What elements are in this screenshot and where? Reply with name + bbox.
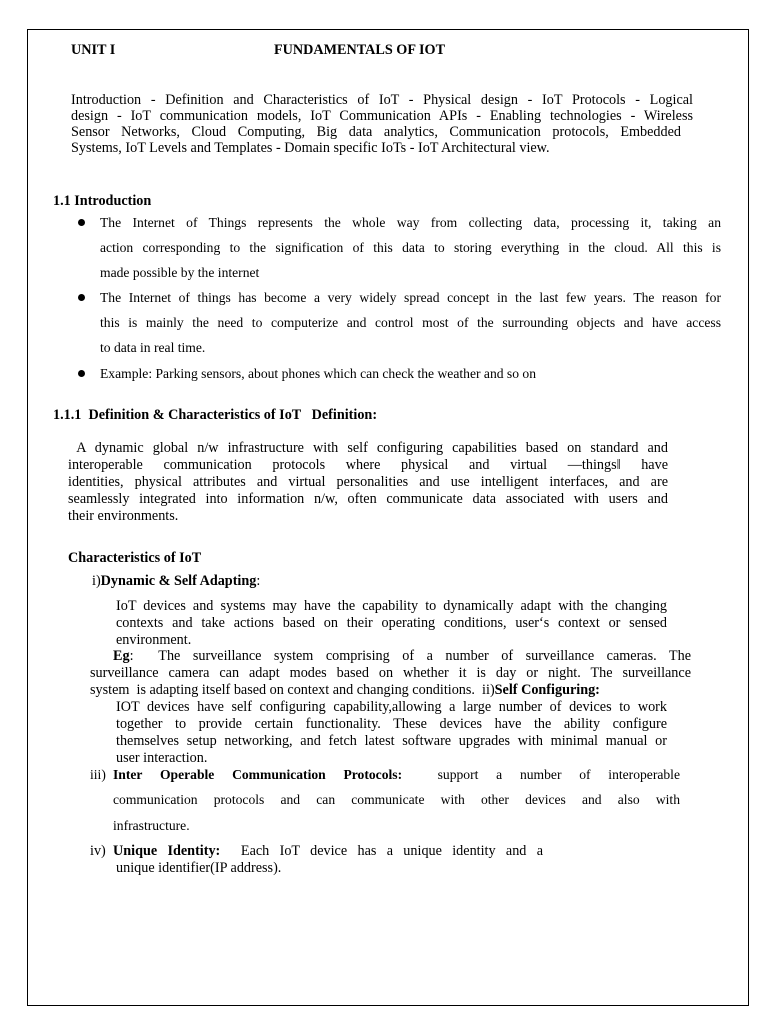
example-line: surveillance camera can adapt modes based on whether it is day or night. The surveillance: [90, 665, 691, 681]
item-number: iv): [90, 843, 106, 859]
item-title: Dynamic & Self Adapting: [100, 573, 257, 589]
characteristic-text-line: IOT devices have self configuring capability,allowing a large number of devices to work: [116, 699, 667, 715]
example-text: : The surveillance system comprising of a number of surveillance cameras. The: [129, 648, 691, 664]
item-line: [113, 767, 680, 783]
characteristic-text-line: infrastructure.: [113, 818, 190, 833]
characteristic-text-line: together to provide certain functionality. These devices have the ability configure: [116, 716, 667, 732]
example-label: Eg: [113, 648, 130, 664]
syllabus-line: Systems, IoT Levels and Templates - Domain specific IoTs - IoT Architectural view.: [71, 140, 550, 156]
item-title: Unique Identity:: [113, 843, 221, 859]
section-heading-definition: 1.1.1 Definition & Characteristics of IoT Definition:: [53, 407, 378, 423]
intro-bullet-line: made possible by the internet: [100, 265, 260, 280]
characteristic-item-dynamic: [92, 573, 260, 590]
characteristic-text-line: unique identifier(IP address).: [116, 860, 282, 876]
syllabus-line: Sensor Networks, Cloud Computing, Big data analytics, Communication protocols, Embedded: [71, 124, 681, 140]
intro-bullet-line: The Internet of Things represents the whole way from collecting data, processing it, taking an: [100, 215, 721, 230]
bullet-icon: [78, 370, 85, 377]
page-title: FUNDAMENTALS OF IOT: [274, 42, 446, 58]
intro-bullet-line: this is mainly the need to computerize and control most of the surrounding objects and have access: [100, 315, 721, 330]
characteristics-heading: Characteristics of IoT: [68, 550, 202, 566]
unit-label: UNIT I: [71, 42, 116, 58]
characteristic-text-line: contexts and take actions based on their operating conditions, user‘s context or sensed: [116, 615, 667, 631]
characteristic-text-line: communication protocols and can communicate with other devices and also with: [113, 792, 680, 807]
item-number: i): [92, 573, 101, 589]
example-line: [113, 648, 691, 665]
definition-line: interoperable communication protocols where physical and virtual —things‖ have: [68, 457, 668, 473]
definition-line: A dynamic global n/w infrastructure with self configuring capabilities based on standard and: [68, 440, 668, 456]
item-title: Inter Operable Communication Protocols:: [113, 767, 403, 782]
intro-bullet-line: action corresponding to the signification of this data to storing everything in the cloud. All this is: [100, 240, 721, 255]
characteristic-text-line: IoT devices and systems may have the capability to dynamically adapt with the changing: [116, 598, 667, 614]
example-text: system is adapting itself based on context and changing conditions. ii): [90, 682, 495, 698]
definition-line: seamlessly integrated into information n/w, often communicate data associated with users and: [68, 491, 668, 507]
intro-bullet-line: to data in real time.: [100, 340, 206, 355]
characteristic-text-line: user interaction.: [116, 750, 208, 766]
item-text: Each IoT device has a unique identity and a: [240, 843, 543, 859]
bullet-icon: [78, 219, 85, 226]
example-line: [90, 682, 600, 699]
syllabus-line: design - IoT communication models, IoT Communication APIs - Enabling technologies - Wireless: [71, 108, 693, 124]
item-line: [113, 843, 543, 860]
definition-line: their environments.: [68, 508, 179, 524]
characteristic-item-interoperable: [90, 767, 680, 783]
item-title: Self Configuring:: [494, 682, 600, 698]
characteristic-text-line: themselves setup networking, and fetch latest software upgrades with minimal manual or: [116, 733, 667, 749]
characteristic-item-unique-identity: [90, 843, 543, 860]
characteristic-text-line: environment.: [116, 632, 192, 648]
item-text: support a number of interoperable: [437, 767, 680, 782]
bullet-icon: [78, 294, 85, 301]
section-heading-introduction: 1.1 Introduction: [53, 193, 152, 209]
intro-bullet-line: The Internet of things has become a very widely spread concept in the last few years. The reason for: [100, 290, 721, 305]
syllabus-line: Introduction - Definition and Characteristics of IoT - Physical design - IoT Protocols - Logical: [71, 92, 693, 108]
definition-line: identities, physical attributes and virtual personalities and use intelligent interfaces, and are: [68, 474, 668, 490]
intro-bullet-line: Example: Parking sensors, about phones which can check the weather and so on: [100, 366, 537, 381]
item-number: iii): [90, 767, 106, 782]
item-colon: :: [256, 573, 261, 589]
